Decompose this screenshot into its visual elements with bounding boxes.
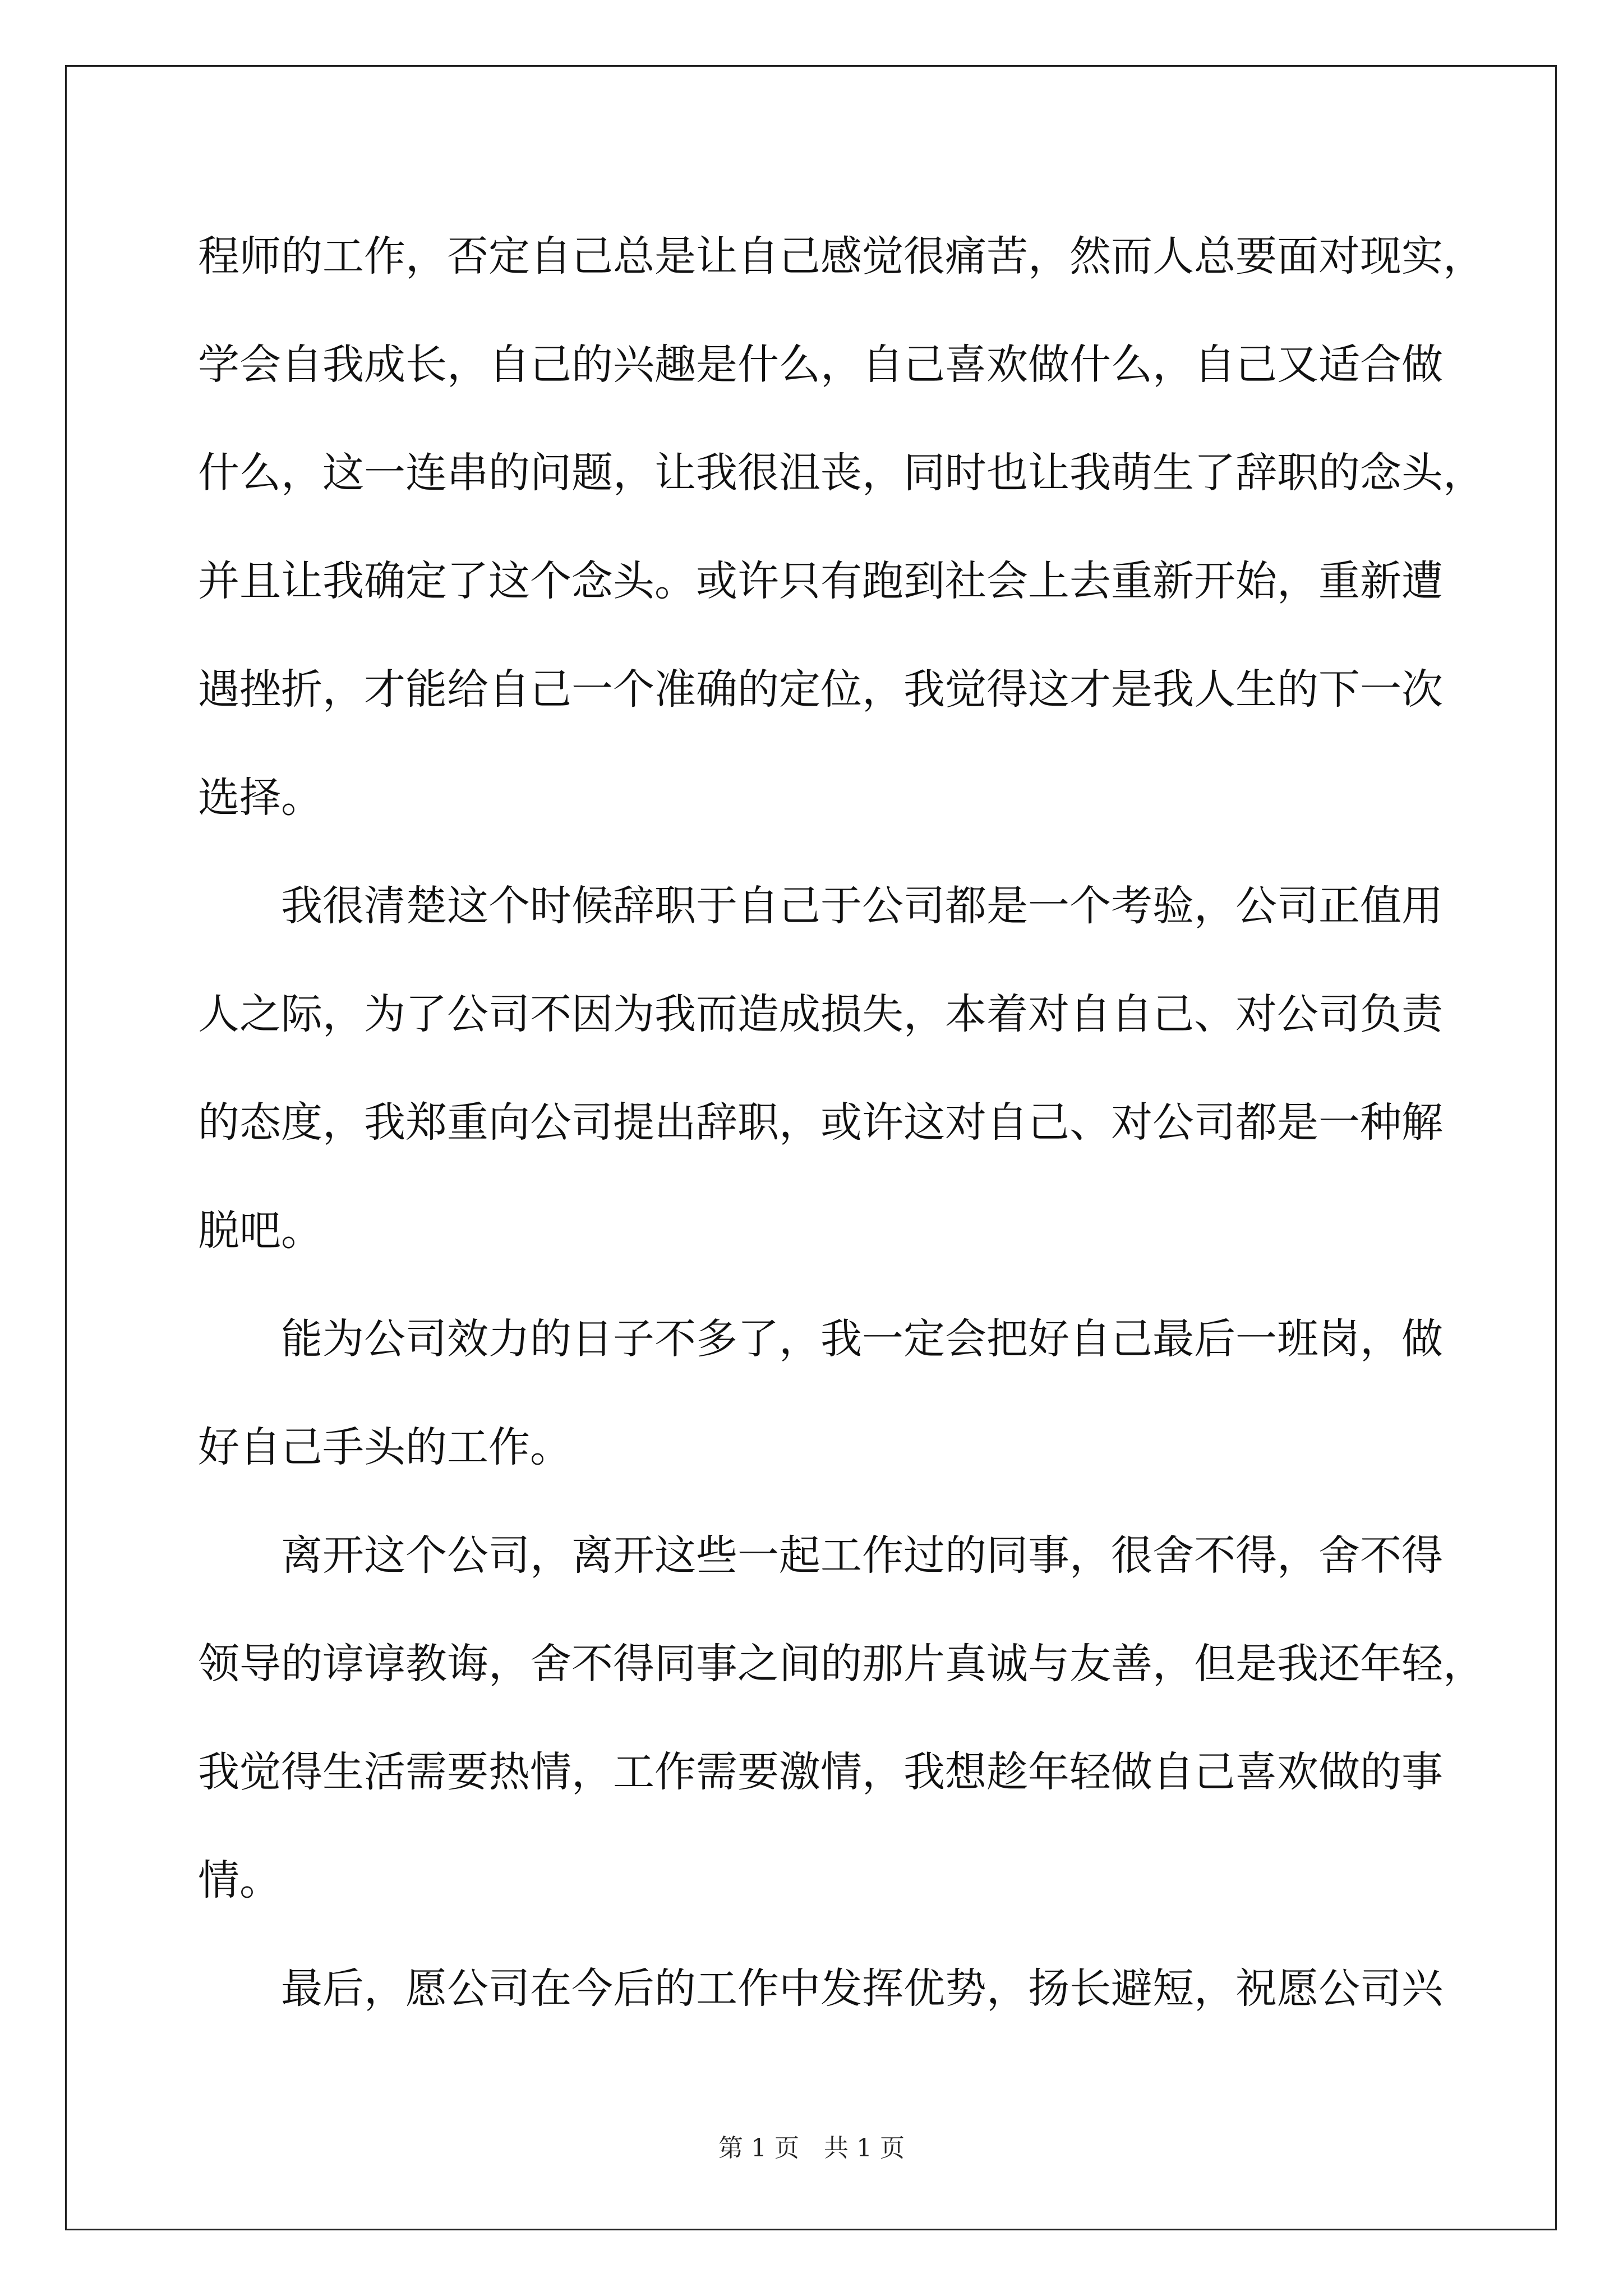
- text-line: 好自己手头的工作。: [198, 1423, 571, 1471]
- text-line: 遇挫折，才能给自己一个准确的定位，我觉得这才是我人生的下一次: [198, 665, 1443, 714]
- text-line: 程师的工作，否定自己总是让自己感觉很痛苦，然而人总要面对现实，: [198, 232, 1484, 280]
- text-line: 学会自我成长，自己的兴趣是什么，自己喜欢做什么，自己又适合做: [198, 341, 1443, 389]
- text-line: 情。: [198, 1856, 281, 1904]
- text-line: 领导的谆谆教诲，舍不得同事之间的那片真诚与友善，但是我还年轻，: [198, 1640, 1484, 1688]
- text-line: 我觉得生活需要热情，工作需要激情，我想趁年轻做自己喜欢做的事: [198, 1748, 1443, 1796]
- paragraph-first-line: 最后，愿公司在今后的工作中发挥优势，扬长避短，祝愿公司兴: [281, 1964, 1443, 2013]
- paragraph-first-line: 能为公司效力的日子不多了，我一定会把好自己最后一班岗，做: [281, 1315, 1443, 1363]
- paragraph-first-line: 我很清楚这个时候辞职于自己于公司都是一个考验，公司正值用: [281, 882, 1443, 930]
- paragraph-first-line: 离开这个公司，离开这些一起工作过的同事，很舍不得，舍不得: [281, 1531, 1443, 1580]
- text-line: 脱吧。: [198, 1207, 322, 1255]
- text-line: 选择。: [198, 774, 322, 822]
- text-line: 并且让我确定了这个念头。或许只有跑到社会上去重新开始，重新遭: [198, 557, 1443, 605]
- text-line: 人之际，为了公司不因为我而造成损失，本着对自自己、对公司负责: [198, 990, 1443, 1038]
- text-line: 的态度，我郑重向公司提出辞职，或许这对自己、对公司都是一种解: [198, 1098, 1443, 1147]
- page-footer: 第 1 页 共 1 页: [718, 2134, 905, 2162]
- text-line: 什么，这一连串的问题，让我很沮丧，同时也让我萌生了辞职的念头，: [198, 449, 1484, 497]
